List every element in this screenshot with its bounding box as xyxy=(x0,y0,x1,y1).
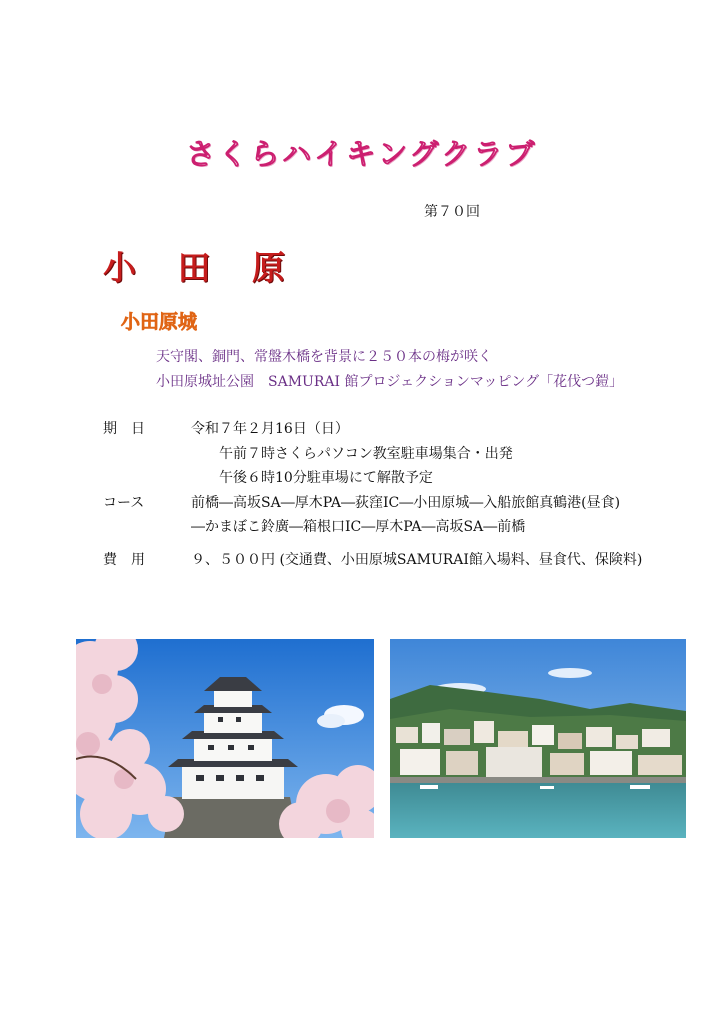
highlight-line: 天守閣、銅門、常盤木橋を背景に２５０本の梅が咲く xyxy=(156,349,492,365)
cost-label: 費 用 xyxy=(103,552,145,568)
date-label: 期 日 xyxy=(103,421,145,437)
departure-time: 午前７時さくらパソコン教室駐車場集合・出発 xyxy=(219,446,513,462)
date-value: 令和７年２月16日（日） xyxy=(191,421,349,437)
course-label: コース xyxy=(103,495,145,511)
return-time: 午後６時10分駐車場にて解散予定 xyxy=(219,470,433,486)
subtitle: 小田原城 xyxy=(121,311,198,333)
highlight-line: 小田原城址公園 SAMURAI 館プロジェクションマッピング「花伐つ鎧」 xyxy=(156,374,624,390)
castle-photo xyxy=(76,639,374,838)
cost-value: ９、５００円 (交通費、小田原城SAMURAI館入場料、昼食代、保険料) xyxy=(191,552,643,568)
issue-number: 第７０回 xyxy=(424,204,480,220)
course-line: 前橋―高坂SA―厚木PA―荻窪IC―小田原城―入船旅館真鶴港(昼食) xyxy=(191,495,621,511)
course-line: ―かまぼこ鈴廣―箱根口IC―厚木PA―高坂SA―前橋 xyxy=(191,519,526,535)
harbor-photo xyxy=(390,639,686,838)
club-title: さくらハイキングクラブ xyxy=(186,137,538,171)
destination-title: 小 田 原 xyxy=(103,248,300,287)
